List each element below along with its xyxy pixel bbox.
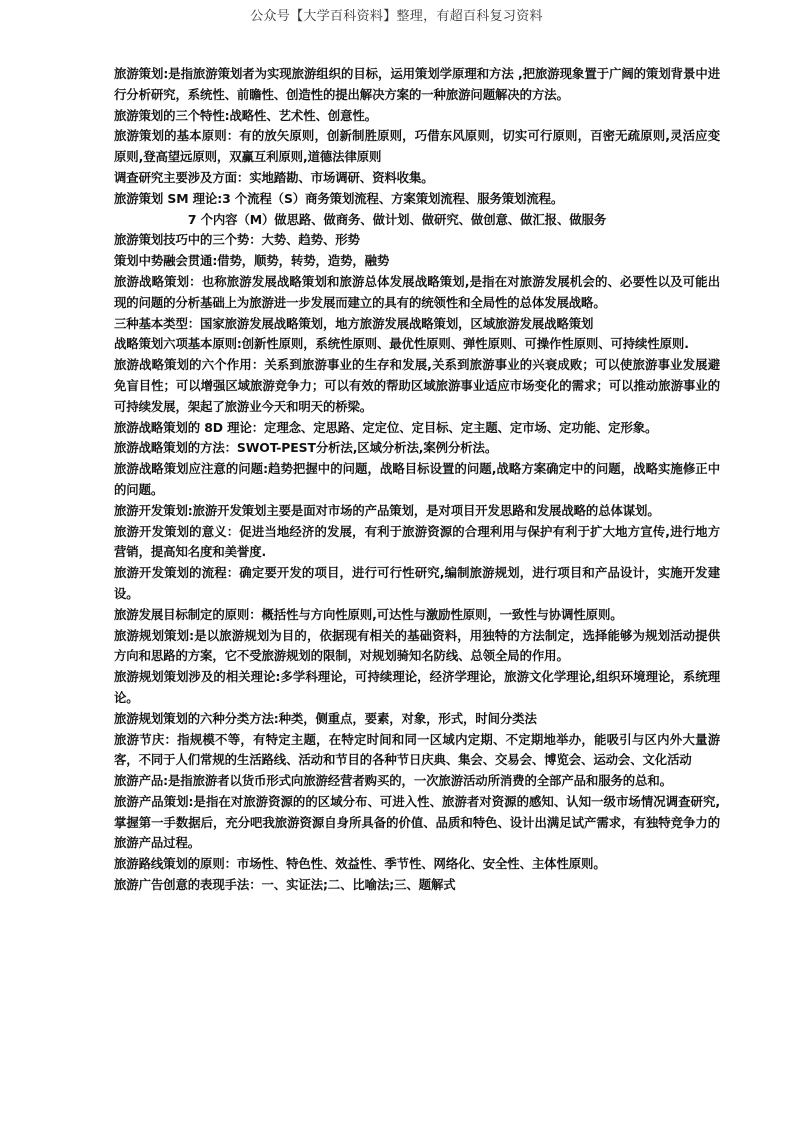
paragraph-related-theories: 旅游规划策划涉及的相关理论:多学科理论，可持续理论，经济学理论，旅游文化学理论,组织环境理论，系统理论。 <box>114 669 720 705</box>
paragraph-six-principles: 战略策划六项基本原则:创新性原则，系统性原则、最优性原则、弹性原则、可操作性原则、可持续性原则. <box>114 336 689 352</box>
paragraph-sm-seven-contents: 7 个内容（M）做思路、做商务、做计划、做研究、做创意、做汇报、做服务 <box>187 211 607 227</box>
paragraph-goal-principles: 旅游发展目标制定的原则：概括性与方向性原则,可达性与激励性原则，一致性与协调性原则。 <box>114 606 623 622</box>
paragraph-development-significance: 旅游开发策划的意义：促进当地经济的发展，有利于旅游资源的合理利用与保护有利于扩大地方宣传,进行地方营销，提高知名度和美誉度. <box>114 523 720 560</box>
paragraph-basic-principles: 旅游策划的基本原则：有的放矢原则，创新制胜原则，巧借东风原则，切实可行原则，百密无疏原则,灵活应变原则,登高望远原则，双赢互利原则,道德法律原则 <box>114 128 720 165</box>
paragraph-three-types: 三种基本类型：国家旅游发展战略策划，地方旅游发展战略策划，区域旅游发展战略策划 <box>114 315 594 331</box>
paragraph-route-principles: 旅游路线策划的原则：市场性、特色性、效益性、季节性、网络化、安全性、主体性原则。 <box>114 856 606 872</box>
paragraph-six-functions: 旅游战略策划的六个作用：关系到旅游事业的生存和发展,关系到旅游事业的兴衰成败；可以使旅游事业发展避免盲目性；可以增强区域旅游竞争力；可以有效的帮助区域旅游事业适应市场变化的需求；可以推动旅游事业的可持续发展，架起了旅游业今天和明天的桥梁。 <box>114 357 720 414</box>
paragraph-development-planning: 旅游开发策划:旅游开发策划主要是面对市场的产品策划，是对项目开发思路和发展战略的总体谋划。 <box>114 502 660 518</box>
paragraph-planning-strategy: 旅游规划策划:是以旅游规划为目的，依据现有相关的基础资料，用独特的方法制定，选择能够为规划活动提供方向和思路的方案，它不受旅游规划的限制，对规划骑知名防线、总领全局的作用。 <box>114 627 720 664</box>
paragraph-research-aspects: 调查研究主要涉及方面：实地踏勘、市场调研、资料收集。 <box>114 169 434 185</box>
paragraph-tourism-festivals: 旅游节庆：指规模不等，有特定主题，在特定时间和同一区域内定期、不定期地举办，能吸引与区内外大量游客，不同于人们常规的生活路线、活动和节目的各种节日庆典、集会、交易会、博览会、运动会、文化活动 <box>114 731 720 768</box>
paragraph-classification-methods: 旅游规划策划的六种分类方法:种类，侧重点，要素，对象，形式，时间分类法 <box>114 710 537 726</box>
paragraph-advertising-techniques: 旅游广告创意的表现手法：一、实证法;二、比喻法;三、题解式 <box>114 877 456 893</box>
paragraph-strategic-methods: 旅游战略策划的方法：SWOT-PEST分析法,区域分析法,案例分析法。 <box>114 440 498 456</box>
paragraph-strategic-planning: 旅游战略策划：也称旅游发展战略策划和旅游总体发展战略策划,是指在对旅游发展机会的、必要性以及可能出现的问题的分析基础上为旅游进一步发展而建立的具有的统领性和全局性的总体发展战略。 <box>114 273 720 310</box>
paragraph-sm-theory: 旅游策划 SM 理论:3 个流程（S）商务策划流程、方案策划流程、服务策划流程。 <box>114 190 564 206</box>
paragraph-strategic-issues: 旅游战略策划应注意的问题:趋势把握中的问题，战略目标设置的问题,战略方案确定中的问题，战略实施修正中的问题。 <box>114 461 720 497</box>
paragraph-definition-tourism-planning: 旅游策划:是指旅游策划者为实现旅游组织的目标，运用策划学原理和方法 ,把旅游现象置于广阔的策划背景中进行分析研究，系统性、前瞻性、创造性的提出解决方案的一种旅游问题解决的方法。 <box>114 66 720 102</box>
paragraph-trend-integration: 策划中势融会贯通:借势，顺势，转势，造势，融势 <box>114 253 390 269</box>
paragraph-three-characteristics: 旅游策划的三个特性:战略性、艺术性、创意性。 <box>114 107 377 123</box>
paragraph-product-planning: 旅游产品策划:是指在对旅游资源的的区域分布、可进入性、旅游者对资源的感知、认知一级市场情况调查研究,掌握第一手数据后，充分吧我旅游资源自身所具备的价值、品质和特色、设计出满足试产需求，有独特竞争力的旅游产品过程。 <box>114 793 720 851</box>
paragraph-development-process: 旅游开发策划的流程：确定要开发的项目，进行可行性研究,编制旅游规划，进行项目和产品设计，实施开发建设。 <box>114 565 720 601</box>
document-body <box>114 64 720 896</box>
paragraph-8d-theory: 旅游战略策划的 8D 理论：定理念、定思路、定定位、定目标、定主题、定市场、定功能、定形象。 <box>114 419 658 435</box>
paragraph-tourism-product: 旅游产品:是指旅游者以货币形式向旅游经营者购买的，一次旅游活动所消费的全部产品和服务的总和。 <box>114 773 672 789</box>
paragraph-three-trends: 旅游策划技巧中的三个势：大势、趋势、形势 <box>114 232 360 248</box>
page-header: 公众号【大学百科资料】整理，有超百科复习资料 <box>250 9 543 24</box>
